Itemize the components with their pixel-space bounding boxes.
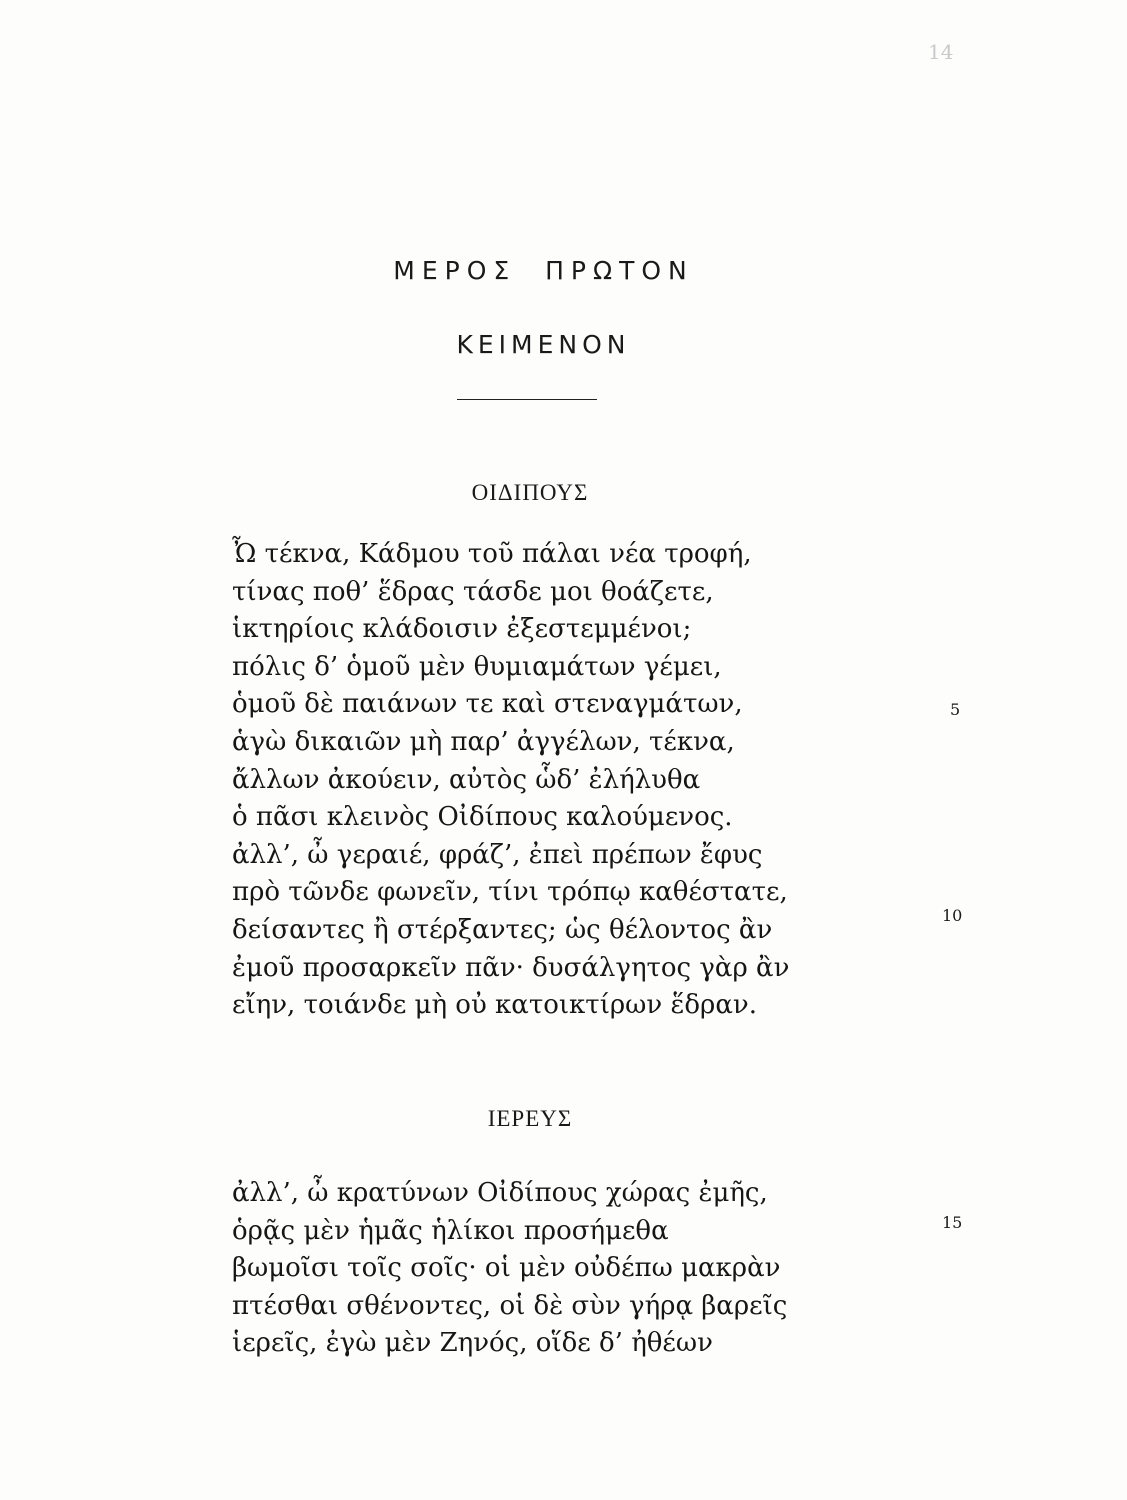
verse-line: τίνας ποθ’ ἕδρας τάσδε μοι θοάζετε, xyxy=(232,576,714,607)
verse-line: ὁρᾷς μὲν ἡμᾶς ἡλίκοι προσήμεθα xyxy=(232,1215,669,1246)
line-number: 15 xyxy=(942,1213,963,1232)
verse-line: ἱκτηρίοις κλάδοισιν ἐξεστεμμένοι; xyxy=(232,614,692,645)
verse-line: πρὸ τῶνδε φωνεῖν, τίνι τρόπῳ καθέστατε, xyxy=(232,877,788,908)
verse-line: ἐμοῦ προσαρκεῖν πᾶν· δυσάλγητος γὰρ ἂν xyxy=(232,952,790,983)
text-heading: ΚΕΙΜΕΝΟΝ xyxy=(456,330,631,359)
verse-line: ἄλλων ἀκούειν, αὐτὸς ὧδ’ ἐλήλυθα xyxy=(232,764,701,795)
verse-line: πόλις δ’ ὁμοῦ μὲν θυμιαμάτων γέμει, xyxy=(232,651,722,682)
page-corner-mark: 14 xyxy=(928,40,954,64)
verse-line: πτέσθαι σθένοντες, οἱ δὲ σὺν γήρᾳ βαρεῖς xyxy=(232,1290,788,1321)
verse-block-oedipus xyxy=(232,536,789,1025)
verse-line: ἀλλ’, ὦ κρατύνων Οἰδίπους χώρας ἐμῆς, xyxy=(232,1178,768,1208)
speaker-name-oedipus: ΟΙΔΙΠΟΥΣ xyxy=(471,480,589,505)
verse-line: ἀλλ’, ὦ γεραιέ, φράζ’, ἐπεὶ πρέπων ἔφυς xyxy=(232,839,763,870)
verse-line: βωμοῖσι τοῖς σοῖς· οἱ μὲν οὐδέπω μακρὰν xyxy=(232,1253,781,1284)
verse-line: Ὦ τέκνα, Κάδμου τοῦ πάλαι νέα τροφή, xyxy=(232,539,752,569)
part-heading: ΜΕΡΟΣ ΠΡΩΤΟΝ xyxy=(393,256,694,285)
line-number: 5 xyxy=(950,700,961,719)
heading-divider xyxy=(457,399,597,400)
verse-line: ἱερεῖς, ἐγὼ μὲν Ζηνός, οἵδε δ’ ἠθέων xyxy=(232,1328,713,1359)
line-number: 10 xyxy=(942,906,963,925)
verse-line: ὁμοῦ δὲ παιάνων τε καὶ στεναγμάτων, xyxy=(232,689,743,720)
verse-line: ὁ πᾶσι κλεινὸς Οἰδίπους καλούμενος. xyxy=(232,802,733,833)
verse-line: ἁγὼ δικαιῶν μὴ παρ’ ἀγγέλων, τέκνα, xyxy=(232,726,735,757)
speaker-name-priest: ΙΕΡΕΥΣ xyxy=(487,1106,573,1131)
verse-line: δείσαντες ἢ στέρξαντες; ὡς θέλοντος ἂν xyxy=(232,914,773,945)
verse-block-priest xyxy=(232,1175,787,1363)
verse-line: εἴην, τοιάνδε μὴ οὐ κατοικτίρων ἕδραν. xyxy=(232,990,757,1021)
